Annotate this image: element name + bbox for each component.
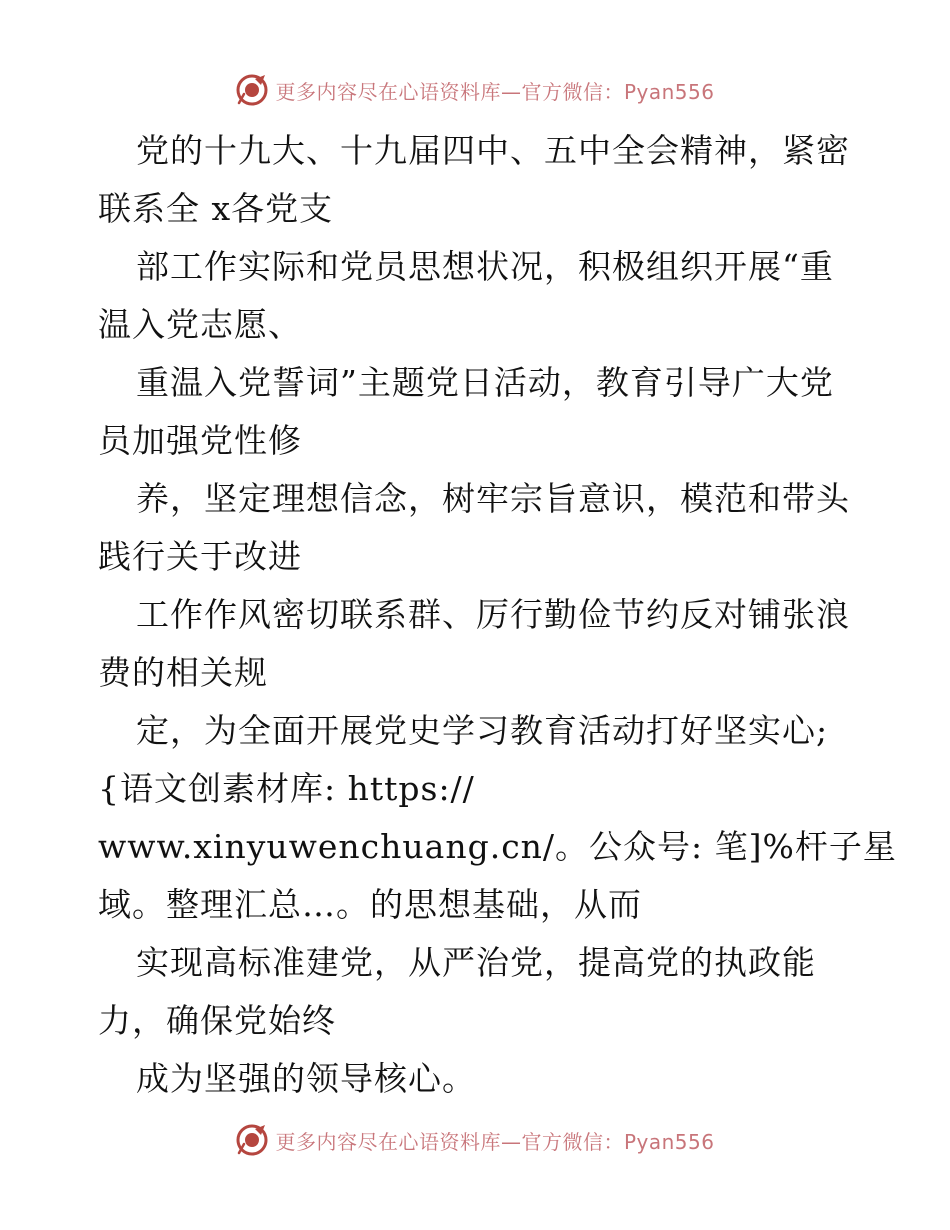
text-line: 实现高标准建党，从严治党，提高党的执政能	[136, 943, 816, 982]
text-line: 温入党志愿、	[98, 305, 302, 344]
text-line: 联系全 x各党支	[98, 189, 334, 228]
text-line: 费的相关规	[98, 653, 268, 692]
text-line: 成为坚强的领导核心。	[136, 1059, 476, 1098]
pen-logo-icon	[235, 1123, 269, 1157]
text-line: 员加强党性修	[98, 421, 302, 460]
text-line: 部工作实际和党员思想状况，积极组织开展“重	[136, 247, 834, 286]
text-line: 定，为全面开展党史学习教育活动打好坚实心;	[136, 711, 829, 750]
text-line: www.xinyuwenchuang.cn/。公众号: 笔]%杆子星	[98, 827, 897, 866]
text-line: 践行关于改进	[98, 537, 302, 576]
header-banner-text: 更多内容尽在心语资料库—官方微信：Pyan556	[275, 79, 715, 104]
text-line: 域。整理汇总…。的思想基础，从而	[98, 885, 642, 924]
text-line: 工作作风密切联系群、厉行勤俭节约反对铺张浪	[136, 595, 850, 634]
footer-banner-text: 更多内容尽在心语资料库—官方微信：Pyan556	[275, 1129, 715, 1154]
header-banner	[0, 70, 950, 110]
text-line: 重温入党誓词”主题党日活动，教育引导广大党	[136, 363, 834, 402]
text-line: {语文创素材库: https://	[98, 769, 475, 808]
text-line: 力，确保党始终	[98, 1001, 336, 1040]
pen-logo-icon	[235, 73, 269, 107]
text-line: 党的十九大、十九届四中、五中全会精神，紧密	[136, 131, 850, 170]
document-body	[98, 122, 897, 1108]
text-line: 养，坚定理想信念，树牢宗旨意识，模范和带头	[136, 479, 850, 518]
footer-banner	[0, 1120, 950, 1160]
